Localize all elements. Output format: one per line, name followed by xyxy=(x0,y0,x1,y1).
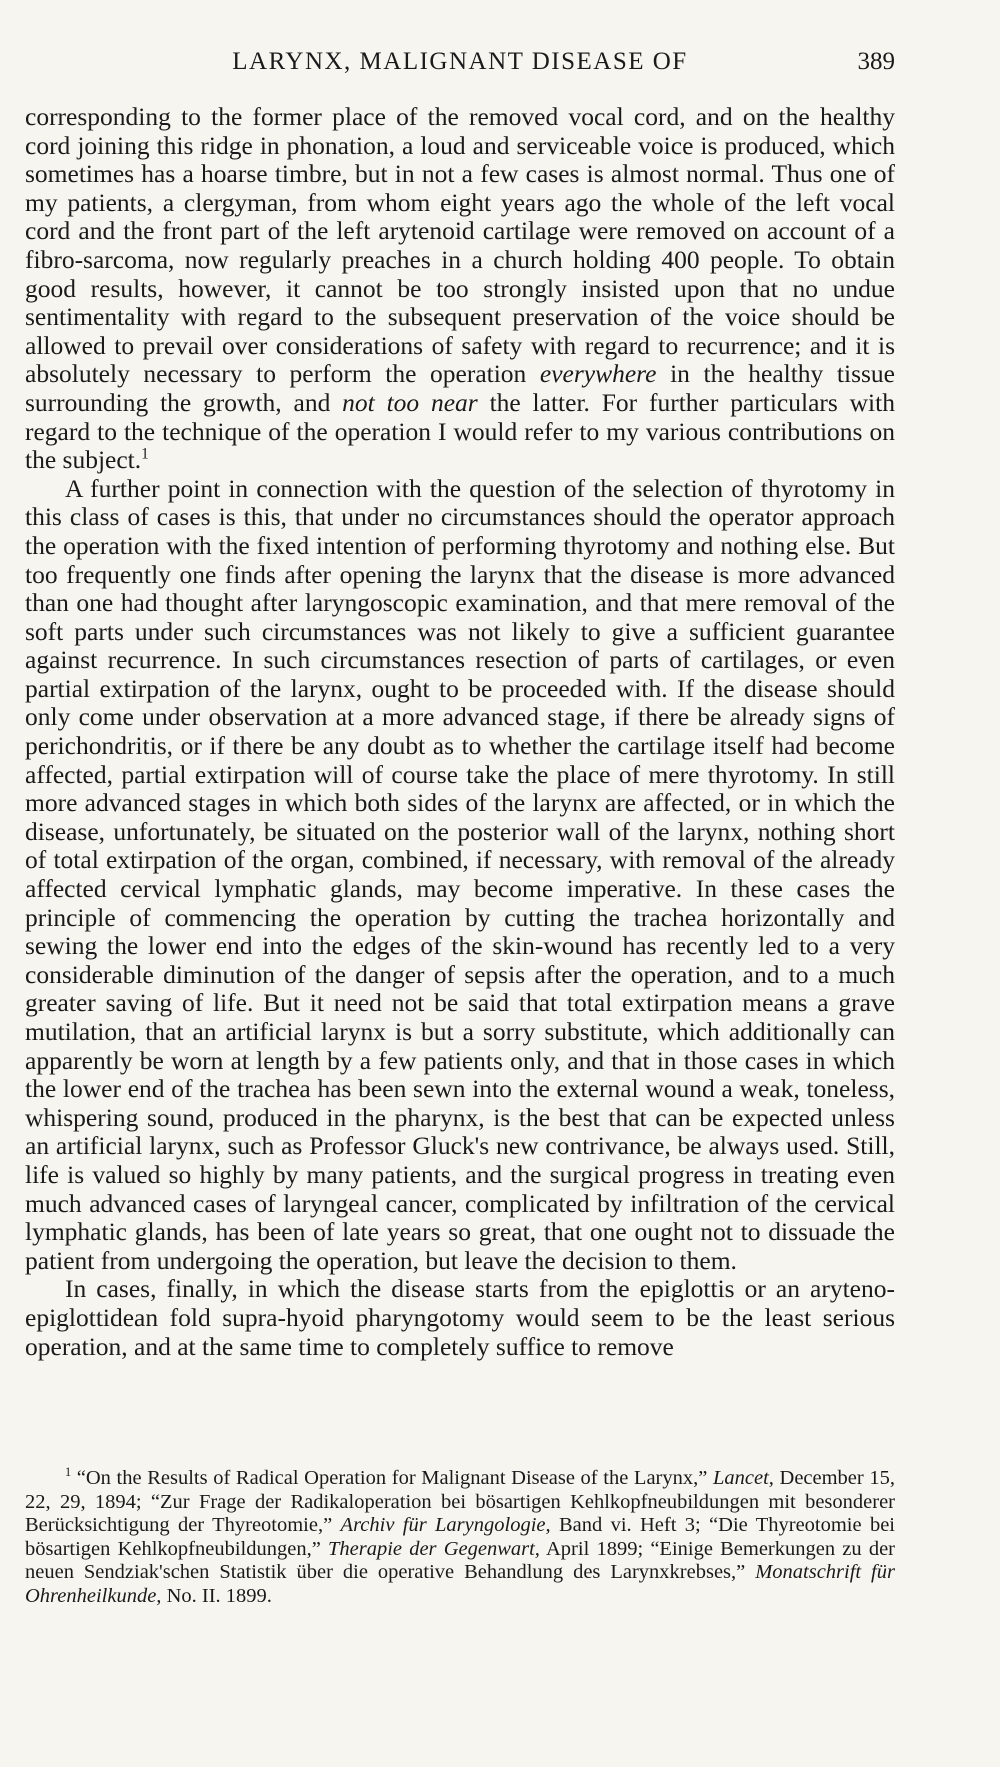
paragraph: A further point in connection with the question of the selection of thyrotomy in this class of cases is this, that under no circumstances should the operator approach the operation with the fixed intention of performing thyrotomy and nothing else. But too frequently one finds after opening the larynx that the disease is more advanced than one had thought after laryngoscopic examination, and that mere removal of the soft parts under such circumstances was not likely to give a sufficient guarantee against recurrence. In such circumstances resection of parts of cartilages, or even partial extirpation of the larynx, ought to be proceeded with. If the disease should only come under observation at a more advanced stage, if there be already signs of perichondritis, or if there be any doubt as to whether the cartilage itself had become affected, partial extirpation will of course take the place of mere thyrotomy. In still more advanced stages in which both sides of the larynx are affected, or in which the disease, unfortunately, be situated on the posterior wall of the larynx, nothing short of total extirpation of the organ, combined, if necessary, with removal of the already affected cervical lymphatic glands, may become imperative. In these cases the principle of commencing the operation by cutting the trachea horizontally and sewing the lower end into the edges of the skin-wound has recently led to a very considerable diminution of the danger of sepsis after the operation, and to a much greater saving of life. But it need not be said that total extirpation means a grave mutilation, that an artificial larynx is but a sorry substitute, which additionally can apparently be worn at length by a few patients only, and that in those cases in which the lower end of the trachea has been sewn into the external wound a weak, toneless, whispering sound, produced in the pharynx, is the best that can be expected unless an artificial larynx, such as Professor Gluck's new contrivance, be always used. Still, life is valued so highly by many patients, and the surgical progress in treating even much advanced cases of laryngeal cancer, complicated by infiltration of the cervical lymphatic glands, has been of late years so great, that one ought not to dissuade the patient from undergoing the operation, but leave the decision to them. xyxy=(25,473,895,1275)
footnote-reference: 1 xyxy=(141,445,149,463)
journal-title: Monatschrift für Ohrenheilkunde, xyxy=(25,1561,895,1607)
italic-emphasis: everywhere xyxy=(539,359,657,389)
footnote xyxy=(25,1467,895,1608)
running-title: LARYNX, MALIGNANT DISEASE OF xyxy=(232,48,688,75)
text-run: corresponding to the former place of the removed vocal cord, and on the healthy cord joining this ridge in phonation, a loud and serviceable voice is produced, which sometimes has a hoarse timbre, but in not a few cases is almost normal. Thus one of my patients, a clergyman, from whom eight years ago the whole of the left vocal cord and the front part of the left arytenoid cartilage were removed on account of a fibro-sarcoma, now regularly preaches in a church holding 400 people. To obtain good results, however, it cannot be too strongly insisted upon that no undue sentimentality with regard to the subsequent preservation of the voice should be allowed to prevail over considerations of safety with regard to recurrence; and it is absolutely necessary to perform the operation xyxy=(25,102,895,389)
paragraph-continued xyxy=(25,103,895,475)
journal-title: Therapie der Gegenwart, xyxy=(328,1537,540,1560)
running-header xyxy=(25,44,895,80)
text-run: in the healthy tissue surrounding the growth, and xyxy=(25,359,895,417)
italic-emphasis: not too near xyxy=(342,387,478,417)
text-run: No. II. 1899. xyxy=(161,1584,272,1607)
body-text xyxy=(25,103,895,1361)
text-run: “On the Results of Radical Operation for Malignant Disease of the Larynx,” xyxy=(71,1467,713,1489)
text-run: Band vi. Heft 3; “Die Thyreotomie bei bösartigen Kehlkopfneubildungen,” xyxy=(25,1514,895,1560)
journal-title: Lancet, xyxy=(712,1467,774,1489)
journal-title: Archiv für Laryngologie, xyxy=(340,1514,551,1536)
footnotes xyxy=(25,1467,895,1608)
text-run: December 15, 22, 29, 1894; “Zur Frage der Radikaloperation bei bösartigen Kehlkopfneubildungen mit besonderer Berücksichtigung der Thyreotomie,” xyxy=(25,1467,895,1536)
page-number: 389 xyxy=(857,48,895,75)
footnote-marker: 1 xyxy=(65,1465,72,1480)
paragraph: In cases, finally, in which the disease starts from the epiglottis or an aryteno-epiglottidean fold supra-hyoid pharyngotomy would seem to be the least serious operation, and at the same time to completely suffice to remove xyxy=(25,1274,895,1361)
text-run: the latter. For further particulars with regard to the technique of the operation I would refer to my various contributions on the subject. xyxy=(25,387,895,475)
text-run: April 1899; “Einige Bemerkungen zu der neuen Sendziak'schen Statistik über die operative Behandlung des Larynxkrebses,” xyxy=(25,1537,895,1583)
